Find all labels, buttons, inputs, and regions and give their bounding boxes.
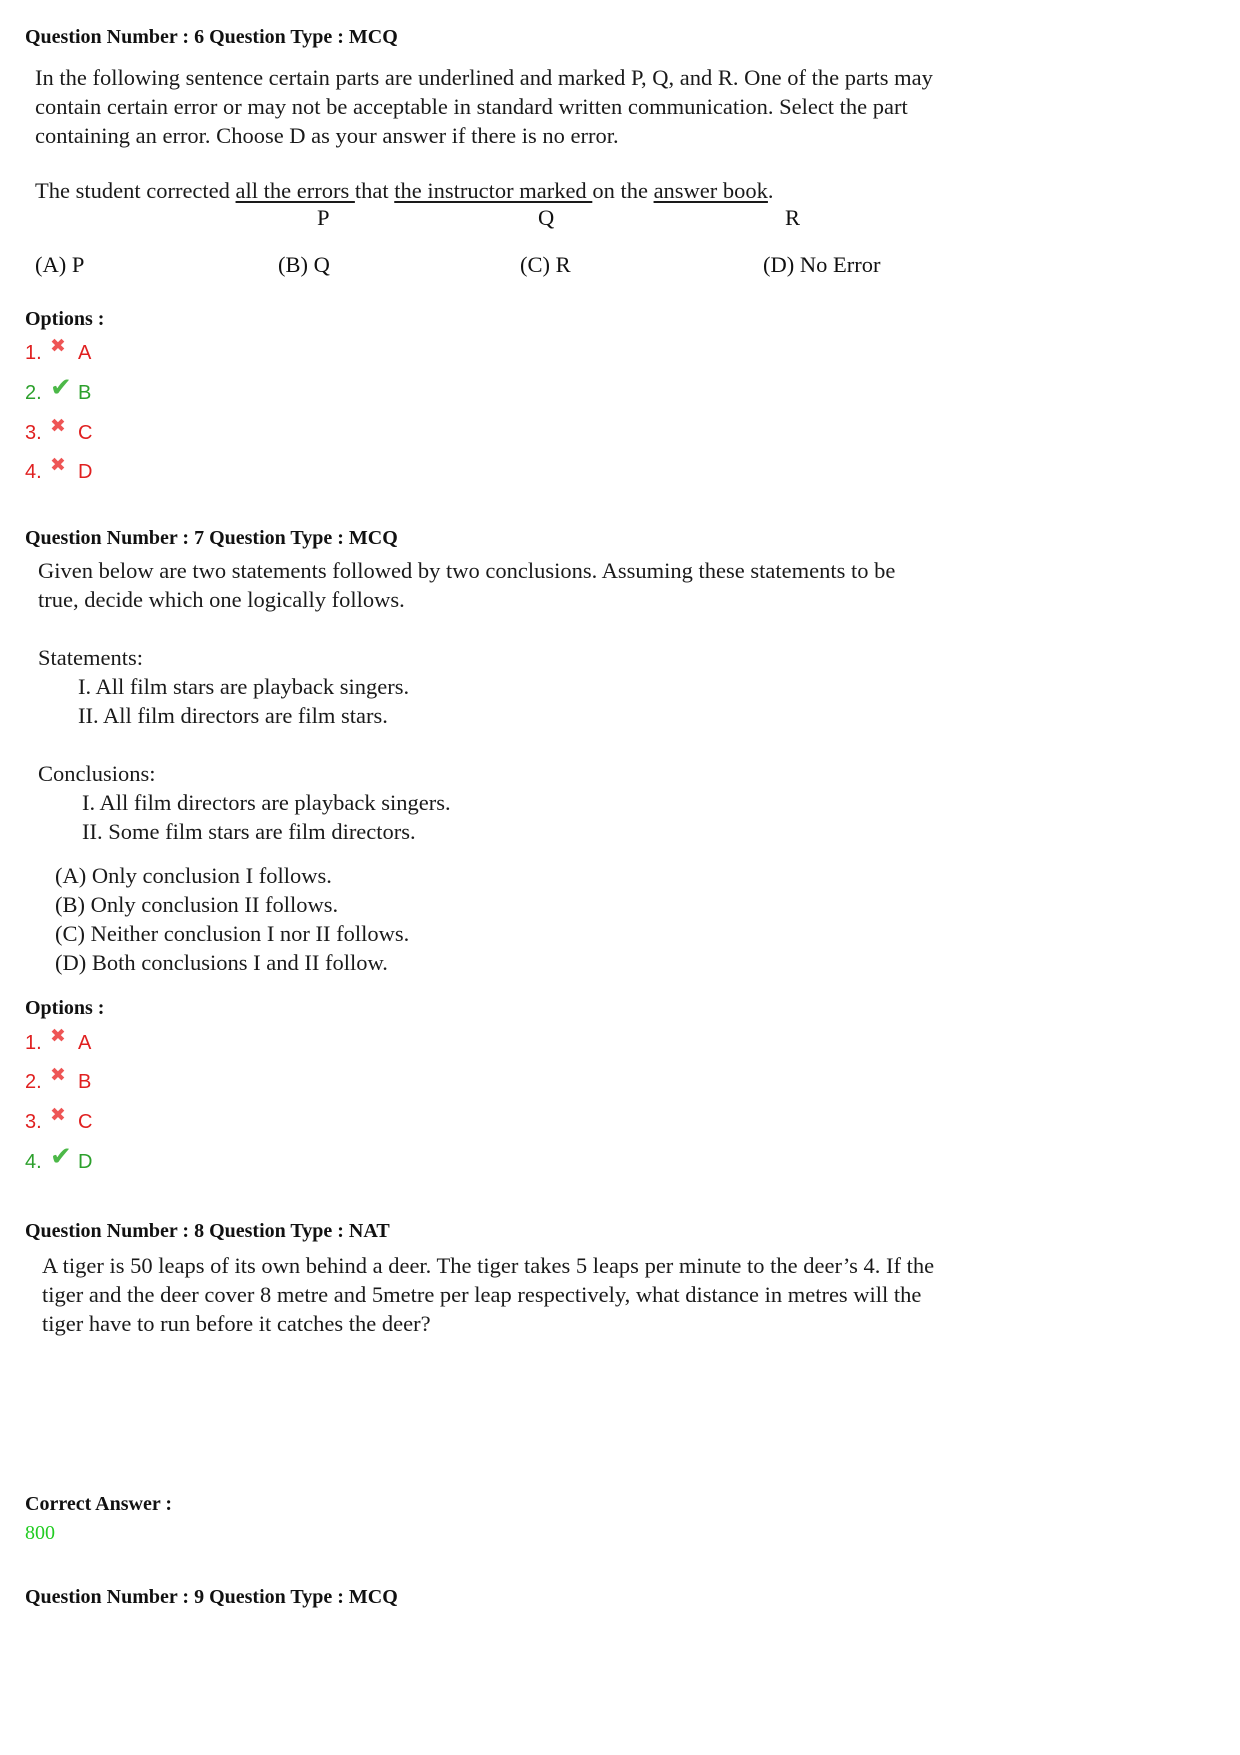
q9-header: Question Number : 9 Question Type : MCQ bbox=[25, 1586, 398, 1608]
label-r: R bbox=[785, 205, 801, 230]
q6-options-label: Options : bbox=[25, 308, 105, 330]
option-text: C bbox=[78, 1110, 93, 1133]
label-q: Q bbox=[538, 205, 555, 230]
q8-answer-value: 800 bbox=[25, 1522, 55, 1544]
q6-option-3[interactable] bbox=[25, 415, 93, 448]
checkmark-icon: ✔ bbox=[50, 1140, 72, 1171]
cross-icon: ✖ bbox=[50, 415, 66, 437]
sentence-text: on the bbox=[592, 178, 654, 203]
q7-choice-a: (A) Only conclusion I follows. bbox=[55, 863, 332, 888]
option-number: 4. bbox=[25, 460, 42, 483]
conclusion-item: II. Some film stars are film directors. bbox=[82, 819, 416, 844]
q7-statements bbox=[78, 672, 409, 730]
conclusion-item: I. All film directors are playback singers. bbox=[82, 790, 451, 815]
statement-item: I. All film stars are playback singers. bbox=[78, 674, 410, 699]
q6-sentence bbox=[35, 176, 774, 205]
q6-choice-b: (B) Q bbox=[278, 252, 330, 277]
option-number: 2. bbox=[25, 381, 42, 404]
cross-icon: ✖ bbox=[50, 335, 66, 357]
q8-header: Question Number : 8 Question Type : NAT bbox=[25, 1220, 390, 1242]
sentence-text: . bbox=[767, 178, 774, 203]
q7-intro-line: true, decide which one logically follows. bbox=[38, 587, 405, 612]
q7-intro-line: Given below are two statements followed by two conclusions. Assuming these statements to be bbox=[38, 558, 896, 583]
part-r: answer book bbox=[653, 178, 768, 203]
q7-choice-c: (C) Neither conclusion I nor II follows. bbox=[55, 921, 410, 946]
q7-statements-label: Statements: bbox=[38, 645, 143, 670]
q7-choice-d: (D) Both conclusions I and II follow. bbox=[55, 950, 388, 975]
q7-conclusions bbox=[82, 788, 451, 846]
q6-choice-c: (C) R bbox=[520, 252, 571, 277]
q6-header: Question Number : 6 Question Type : MCQ bbox=[25, 26, 398, 48]
q7-header: Question Number : 7 Question Type : MCQ bbox=[25, 527, 398, 549]
part-q: the instructor marked bbox=[394, 178, 593, 203]
option-text: D bbox=[78, 460, 93, 483]
q7-conclusions-label: Conclusions: bbox=[38, 761, 156, 786]
label-p: P bbox=[317, 205, 330, 230]
cross-icon: ✖ bbox=[50, 1064, 66, 1086]
q7-intro bbox=[38, 556, 895, 614]
cross-icon: ✖ bbox=[50, 1104, 66, 1126]
option-number: 3. bbox=[25, 421, 42, 444]
cross-icon: ✖ bbox=[50, 1025, 66, 1047]
statement-item: II. All film directors are film stars. bbox=[78, 703, 388, 728]
q6-question-text bbox=[35, 63, 933, 150]
q6-choice-d: (D) No Error bbox=[763, 252, 881, 277]
q6-option-1[interactable] bbox=[25, 335, 92, 368]
q8-line: tiger and the deer cover 8 metre and 5metre per leap respectively, what distance in metres will the bbox=[42, 1282, 922, 1307]
q7-option-3[interactable] bbox=[25, 1104, 93, 1137]
q7-options-label: Options : bbox=[25, 997, 105, 1019]
q6-choice-a: (A) P bbox=[35, 252, 85, 277]
q7-option-2[interactable] bbox=[25, 1064, 92, 1097]
q6-instruction-line: containing an error. Choose D as your answer if there is no error. bbox=[35, 123, 619, 148]
option-text: A bbox=[78, 1031, 92, 1054]
option-text: B bbox=[78, 381, 92, 404]
q7-choices bbox=[55, 861, 409, 977]
q8-answer-label: Correct Answer : bbox=[25, 1493, 172, 1515]
q7-option-1[interactable] bbox=[25, 1025, 92, 1058]
q7-choice-b: (B) Only conclusion II follows. bbox=[55, 892, 339, 917]
option-number: 1. bbox=[25, 1031, 42, 1054]
q6-option-4[interactable] bbox=[25, 454, 93, 487]
option-number: 3. bbox=[25, 1110, 42, 1133]
sentence-text: that bbox=[354, 178, 395, 203]
q6-instruction-line: In the following sentence certain parts are underlined and marked P, Q, and R. One of the parts may bbox=[35, 65, 933, 90]
option-text: C bbox=[78, 421, 93, 444]
option-number: 2. bbox=[25, 1070, 42, 1093]
option-number: 4. bbox=[25, 1150, 42, 1173]
part-p: all the errors bbox=[235, 178, 355, 203]
option-text: D bbox=[78, 1150, 93, 1173]
option-number: 1. bbox=[25, 341, 42, 364]
sentence-text: The student corrected bbox=[35, 178, 236, 203]
q7-option-4[interactable] bbox=[25, 1140, 93, 1177]
option-text: A bbox=[78, 341, 92, 364]
q6-option-2[interactable] bbox=[25, 371, 92, 408]
q8-line: tiger have to run before it catches the deer? bbox=[42, 1311, 431, 1336]
q6-instruction-line: contain certain error or may not be acceptable in standard written communication. Select the part bbox=[35, 94, 908, 119]
checkmark-icon: ✔ bbox=[50, 371, 72, 402]
q8-question-text bbox=[42, 1251, 934, 1338]
cross-icon: ✖ bbox=[50, 454, 66, 476]
option-text: B bbox=[78, 1070, 92, 1093]
q8-line: A tiger is 50 leaps of its own behind a deer. The tiger takes 5 leaps per minute to the deer’s 4. If the bbox=[42, 1253, 935, 1278]
